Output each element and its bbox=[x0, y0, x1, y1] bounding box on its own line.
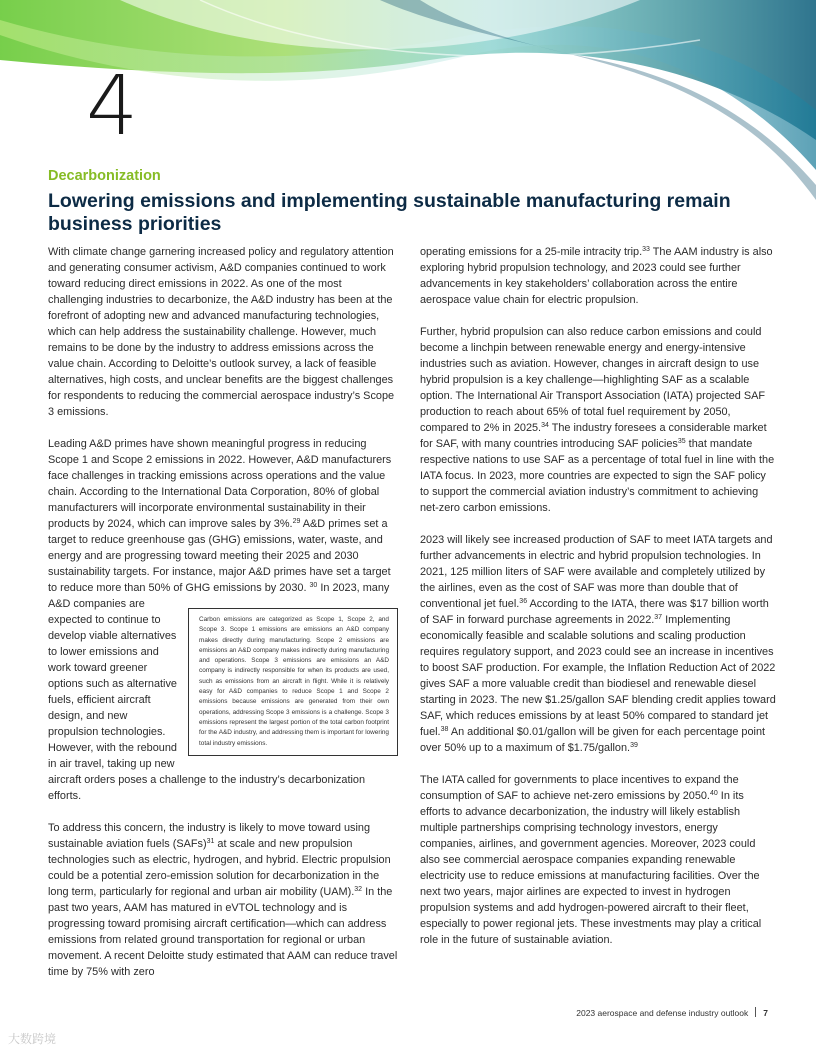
right-column bbox=[420, 244, 776, 964]
footnote-ref[interactable]: 38 bbox=[440, 726, 449, 733]
scope-emissions-callout-box: Carbon emissions are categorized as Scope 1, Scope 2, and Scope 3. Scope 1 emissions are emissions an A&D company makes directly during manufacturing. Scope 2 emissions are emissions an A&D company makes indirectly during manufacturing and operations. Scope 3 emissions are emissions an A&D company is indirectly responsible for when its products are used, such as emissions from an aircraft in flight. While it is relatively easy for A&D companies to reduce Scope 1 and Scope 2 emissions because emissions are generated from their own operations, addressing Scope 3 emissions is a challenge. Scope 3 emissions represent the largest portion of the total carbon footprint for the A&D industry, and addressing them is important for lowering total industry emissions. bbox=[188, 608, 398, 756]
footnote-ref[interactable]: 30 bbox=[309, 582, 318, 589]
page-number: 7 bbox=[763, 1008, 768, 1018]
footnote-ref[interactable]: 33 bbox=[642, 246, 650, 253]
footnote-ref[interactable]: 37 bbox=[654, 614, 663, 621]
paragraph: Further, hybrid propulsion can also reduce carbon emissions and could become a linchpin between renewable energy and energy-intensive industries such as aviation. However, changes in aircraft design to use hybrid propulsion is a key challenge—highlighting SAF as a scalable option. The International Air Transport Association (IATA) projected SAF production to reach about 65% of total fuel requirement by 2050, compared to 2% in 2025.34 The industry foresees a considerable market for SAF, with many countries introducing SAF policies$^{35}$ that mandate respective nations to use SAF as a percentage of total fuel in line with the IATA focus. In 2023, more countries are expected to sign the SAF policy to support the commercial aviation industry’s commitment to achieving net-zero carbon emissions. bbox=[420, 326, 775, 514]
footnote-ref[interactable]: 29 bbox=[292, 518, 301, 525]
watermark: 大数跨境 bbox=[8, 1032, 57, 1046]
footnote-ref[interactable]: 32 bbox=[354, 886, 363, 893]
paragraph: The IATA called for governments to place incentives to expand the consumption of SAF to achieve net-zero emissions by 2050.40 In its efforts to advance decarbonization, the industry will likely establish multiple partnerships comprising technology investors, energy companies, airlines, and government agencies. Moreover, 2023 could also see commercial aerospace companies expanding renewable electricity use to reduce emissions at manufacturing facilities. Over the next two years, major airlines are expected to invest in hydrogen propulsion systems and add hydrogen-powered aircraft to their fleet, especially to power regional jets. These investments may play a critical role in the future of sustainable aviation. bbox=[420, 774, 762, 946]
paragraph: Leading A&D primes have shown meaningful progress in reducing Scope 1 and Scope 2 emissions in 2022. However, A&D manufacturers face challenges in tracking emissions across operations and the value chain. According to the International Data Corporation, 80% of global manufacturers will incorporate environmental sustainability in their products by 2024, which can improve sales by 3%.$^{29}$ A&D primes set a target to reduce greenhouse gas (GHG) emissions, water, waste, and energy and are progressing toward meeting their 2025 and 2030 sustainability targets. For instance, major A&D primes have set a target to reduce more than 50% of GHG emissions by 2030. Carbon emissions are categorized as Scope 1, Scope 2, and Scope 3. Scope 1 emissions are emissions an A&D company makes directly during manufacturing. Scope 2 emissions are emissions an A&D company makes indirectly during manufacturing and operations. Scope 3 emissions are emissions an A&D company is indirectly responsible for when its products are used, such as emissions from an aircraft in flight. While it is relatively easy for A&D companies to reduce Scope 1 and Scope 2 emissions because emissions are generated from their own operations, addressing Scope 3 emissions is a challenge. Scope 3 emissions represent the largest portion of the total carbon footprint for the A&D industry, and addressing them is important for lowering total industry emissions. $^{30}$ In 2023, many A&D companies are expected to continue to develop viable alternatives to lower emissions and work toward greener options such as alternative fuels, efficient aircraft design, and new propulsion technologies. However, with the rebound in air travel, taking up new aircraft orders poses a challenge to the industry’s decarbonization efforts. bbox=[48, 436, 398, 804]
footnote-ref[interactable]: 39 bbox=[630, 742, 638, 749]
footnote-ref[interactable]: 35 bbox=[677, 438, 686, 445]
footnote-ref[interactable]: 40 bbox=[709, 790, 718, 797]
paragraph: To address this concern, the industry is likely to move toward using sustainable aviation fuels (SAFs)$^{31}$ at scale and new propulsion technologies such as electric, hydrogen, and hybrid. Electric propulsion could be a potential zero-emission solution for decarbonization in the long term, particularly for regional and urban air mobility (UAM).$^{32}$ In the past two years, AAM has matured in eVTOL technology and is progressing toward promising aircraft certification—which can address emissions from related ground transportation for regional or urban movement. A recent Deloitte study estimated that AAM can reduce travel time by 75% with zero bbox=[48, 822, 398, 978]
page-footer bbox=[576, 1007, 768, 1018]
footnote-ref[interactable]: 34 bbox=[541, 422, 549, 429]
footnote-ref[interactable]: 31 bbox=[206, 838, 215, 845]
paragraph: With climate change garnering increased policy and regulatory attention and generating consumer activism, A&D companies continued to work toward reducing direct emissions in 2022. As one of the most challenging industries to decarbonize, the A&D industry has been at the forefront of adopting new and advanced manufacturing technologies, which can help address the sustainability challenge. However, much remains to be done by the industry to address emissions across the value chain. According to Deloitte’s outlook survey, a lack of feasible alternatives, high costs, and unclear benefits are the biggest challenges for respondents to reducing the commercial aerospace industry’s Scope 3 emissions. bbox=[48, 246, 395, 418]
section-label: Decarbonization bbox=[48, 168, 161, 184]
paragraph: 2023 will likely see increased production of SAF to meet IATA targets and further advancements in electric and hybrid propulsion technologies. In 2021, 125 million liters of SAF were available and completely utilized by the airlines, even as the cost of SAF was more than double that of conventional jet fuel.$^{36}$ According to the IATA, there was $17 billion worth of SAF in forward purchase agreements in 2022.37 Implementing economically feasible and scalable solutions and scaling production requires regulatory support, and 2023 could see an increase in incentives to boost SAF production. For example, the Inflation Reduction Act of 2022 gives SAF a more valuable credit than biodiesel and renewable diesel starting in 2023. The new $1.25/gallon SAF blending credit applies toward SAF, which reduces emissions by at least 50% compared to standard jet fuel.$^{38}$ An additional $0.01/gallon will be given for each percentage point over 50% up to a maximum of $1.75/gallon.$^{39}$ bbox=[420, 534, 776, 754]
left-column bbox=[48, 244, 398, 996]
chapter-number: 4 bbox=[86, 59, 137, 154]
footer-divider bbox=[755, 1007, 756, 1017]
footer-publication-title: 2023 aerospace and defense industry outlook bbox=[576, 1008, 749, 1018]
footnote-ref[interactable]: 36 bbox=[519, 598, 528, 605]
page-title: Lowering emissions and implementing sustainable manufacturing remain business priorities bbox=[48, 190, 731, 235]
paragraph: operating emissions for a 25-mile intracity trip.$^{33}$ The AAM industry is also exploring hybrid propulsion technology, and 2023 could see further advancements in key stakeholders’ collaboration across the entire aerospace value chain for electric propulsion. bbox=[420, 246, 773, 306]
